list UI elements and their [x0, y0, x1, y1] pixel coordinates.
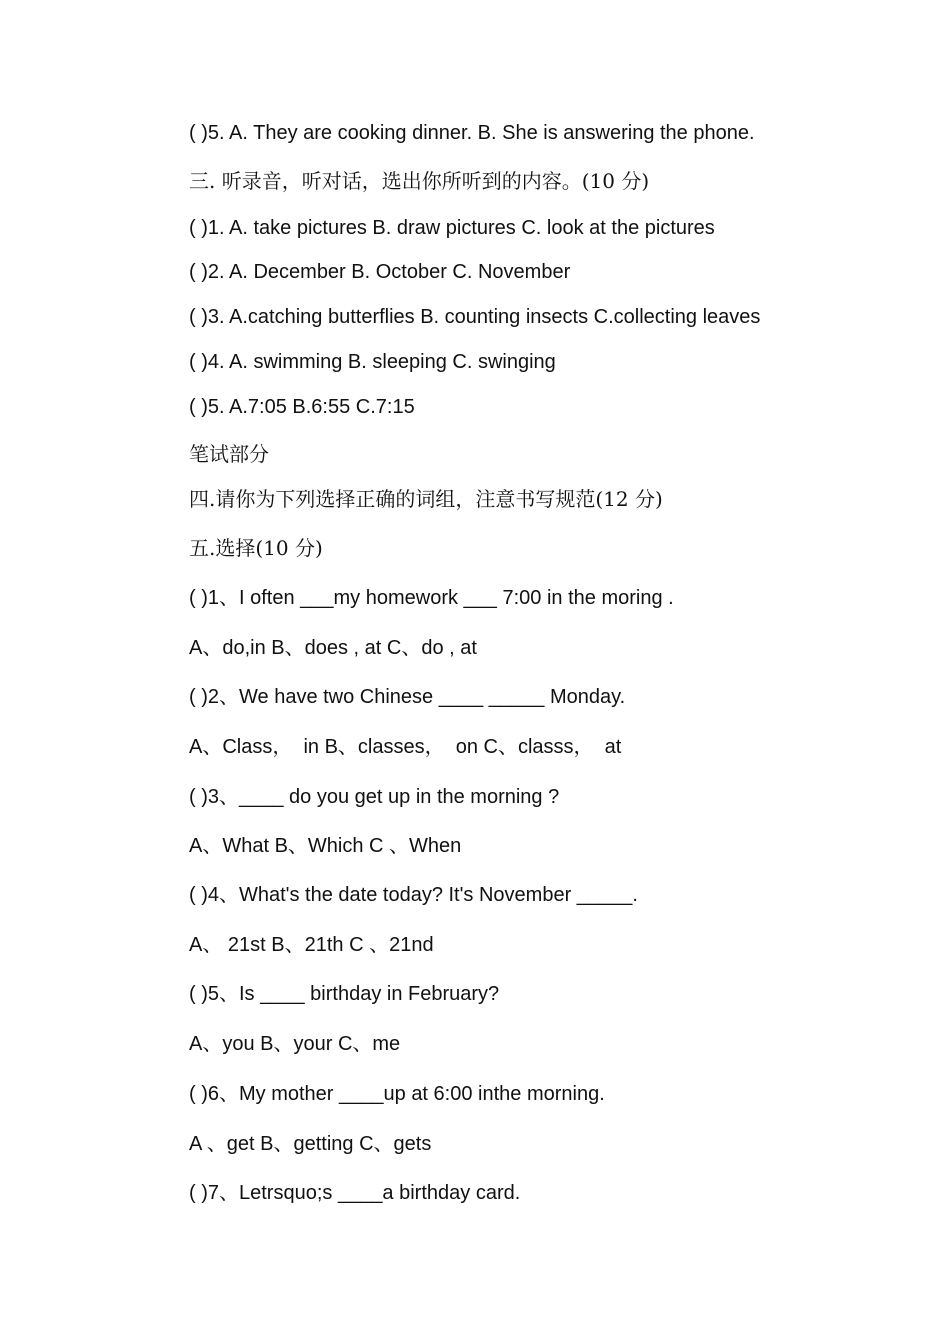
choice-question-6: ( )6、My mother ____up at 6:00 inthe morning. — [189, 1083, 605, 1105]
choice-options-5: A、you B、your C、me — [189, 1033, 401, 1055]
choice-question-4: ( )4、What's the date today? It's November _____. — [189, 884, 638, 906]
dialogue-item-1: ( )1. A. take pictures B. draw pictures C. look at the pictures — [189, 217, 715, 239]
choice-options-1: A、do,in B、does , at C、do , at — [189, 637, 477, 659]
dialogue-item-4: ( )4. A. swimming B. sleeping C. swinging — [189, 351, 556, 373]
choice-options-4: A、 21st B、21th C 、21nd — [189, 934, 434, 956]
choice-options-2: A、Class， in B、classes， on C、classs， at — [189, 736, 622, 758]
choice-question-2: ( )2、We have two Chinese ____ _____ Monday. — [189, 686, 626, 708]
dialogue-item-3: ( )3. A.catching butterflies B. counting insects C.collecting leaves — [189, 306, 761, 328]
section-5-heading: 五.选择(10 分) — [189, 536, 323, 560]
choice-options-6: A 、get B、getting C、gets — [189, 1133, 432, 1155]
written-part-heading: 笔试部分 — [189, 442, 269, 466]
listening-item-5: ( )5. A. They are cooking dinner. B. She is answering the phone. — [189, 122, 755, 144]
choice-options-3: A、What B、Which C 、When — [189, 835, 462, 857]
choice-question-3: ( )3、____ do you get up in the morning ? — [189, 786, 560, 808]
section-3-heading: 三. 听录音，听对话，选出你所听到的内容。(10 分) — [189, 169, 650, 193]
dialogue-item-2: ( )2. A. December B. October C. November — [189, 261, 571, 283]
choice-question-7: ( )7、Letrsquo;s ____a birthday card. — [189, 1182, 521, 1204]
section-4-heading: 四.请你为下列选择正确的词组，注意书写规范(12 分) — [189, 487, 663, 511]
dialogue-item-5: ( )5. A.7:05 B.6:55 C.7:15 — [189, 396, 415, 418]
choice-question-1: ( )1、I often ___my homework ___ 7:00 in the moring . — [189, 587, 674, 609]
choice-question-5: ( )5、Is ____ birthday in February? — [189, 983, 500, 1005]
